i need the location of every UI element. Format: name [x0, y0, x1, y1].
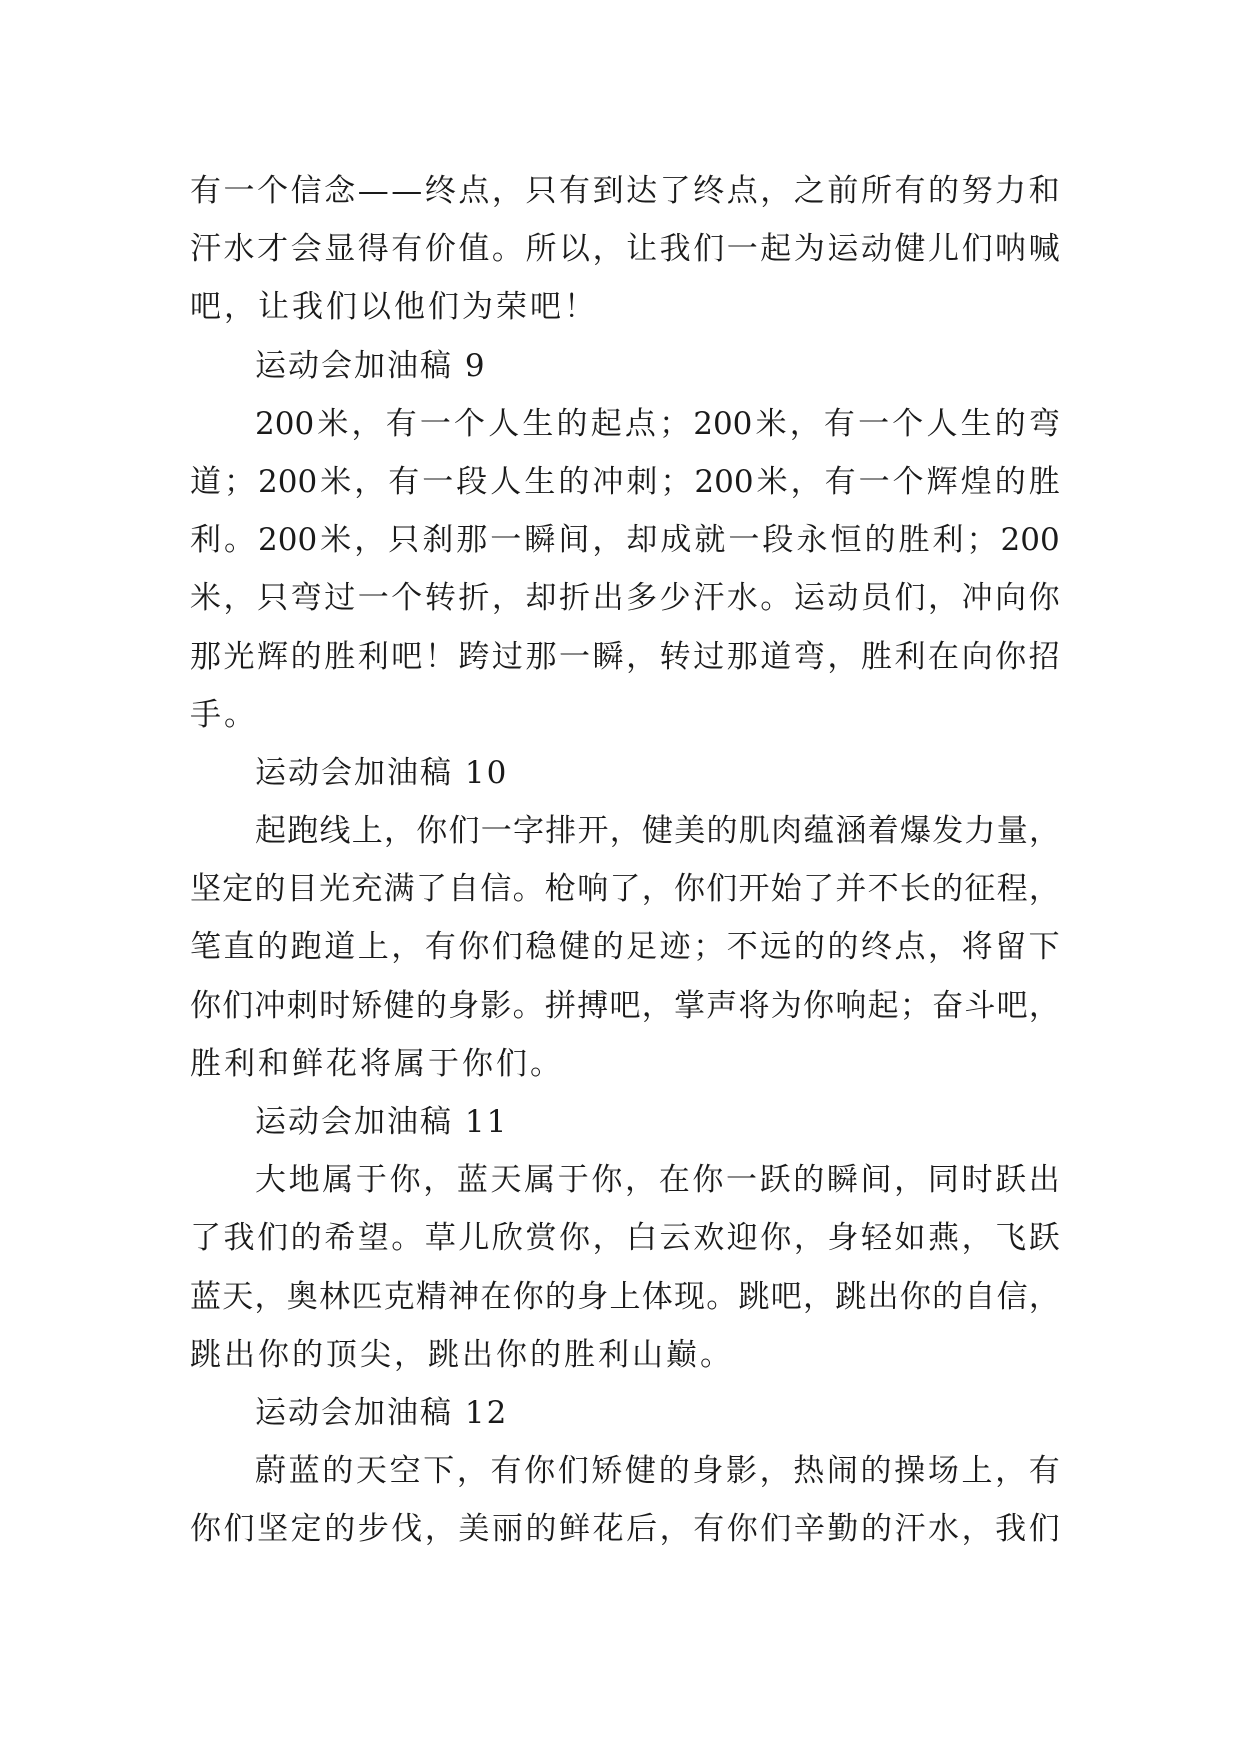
text-line: 那 光 辉 的 胜 利 吧 ！ 跨 过 那 一 瞬 ， 转 过 那 道 弯 ， 胜 利 在 向 你 招	[190, 638, 1060, 675]
text-line: 起 跑 线 上 ， 你 们 一 字 排 开 ， 健 美 的 肌 肉 蕴 涵 着 爆 发 力 量 ，	[255, 813, 1060, 850]
text-line: 大 地 属 于 你 ， 蓝 天 属 于 你 ， 在 你 一 跃 的 瞬 间 ， 同 时 跃 出	[255, 1162, 1060, 1199]
text-line: 吧，让我们以他们为荣吧！	[190, 289, 598, 326]
text-line: 200 米 ， 有 一 个 人 生 的 起 点 ； 200 米 ， 有 一 个 人 生 的 弯	[255, 405, 1060, 442]
text-line: 坚 定 的 目 光 充 满 了 自 信 。 枪 响 了 ， 你 们 开 始 了 并 不 长 的 征 程 ，	[190, 871, 1060, 908]
text-line: 你 们 坚 定 的 步 伐 ， 美 丽 的 鲜 花 后 ， 有 你 们 辛 勤 的 汗 水 ， 我 们	[190, 1511, 1060, 1548]
text-line: 你 们 冲 刺 时 矫 健 的 身 影 。 拼 搏 吧 ， 掌 声 将 为 你 响 起 ； 奋 斗 吧 ，	[190, 987, 1060, 1024]
text-line: 胜利和鲜花将属于你们。	[190, 1045, 564, 1082]
section-heading: 运动会加油稿 12	[255, 1394, 509, 1431]
text-line: 跳出你的顶尖，跳出你的胜利山巅。	[190, 1336, 734, 1373]
text-line: 了 我 们 的 希 望 。 草 儿 欣 赏 你 ， 白 云 欢 迎 你 ， 身 轻 如 燕 ， 飞 跃	[190, 1220, 1060, 1257]
text-line: 道 ； 200 米 ， 有 一 段 人 生 的 冲 刺 ； 200 米 ， 有 一 个 辉 煌 的 胜	[190, 463, 1060, 500]
text-line: 汗 水 才 会 显 得 有 价 值 。 所 以 ， 让 我 们 一 起 为 运 动 健 儿 们 呐 喊	[190, 231, 1060, 268]
text-line: 有 一 个 信 念 — — 终 点 ， 只 有 到 达 了 终 点 ， 之 前 所 有 的 努 力 和	[190, 173, 1060, 209]
text-line: 笔 直 的 跑 道 上 ， 有 你 们 稳 健 的 足 迹 ； 不 远 的 的 终 点 ， 将 留 下	[190, 929, 1060, 966]
text-line: 利 。 200 米 ， 只 刹 那 一 瞬 间 ， 却 成 就 一 段 永 恒 的 胜 利 ； 200	[190, 522, 1060, 559]
text-line: 蔚 蓝 的 天 空 下 ， 有 你 们 矫 健 的 身 影 ， 热 闹 的 操 场 上 ， 有	[255, 1453, 1060, 1490]
text-line: 蓝 天 ， 奥 林 匹 克 精 神 在 你 的 身 上 体 现 。 跳 吧 ， 跳 出 你 的 自 信 ，	[190, 1278, 1060, 1315]
section-heading: 运动会加油稿 10	[255, 754, 509, 791]
section-heading: 运动会加油稿 9	[255, 347, 487, 384]
document-page	[190, 162, 1060, 1559]
text-line: 手。	[190, 696, 258, 733]
section-heading: 运动会加油稿 11	[255, 1104, 509, 1140]
text-line: 米 ， 只 弯 过 一 个 转 折 ， 却 折 出 多 少 汗 水 。 运 动 员 们 ， 冲 向 你	[190, 580, 1060, 617]
